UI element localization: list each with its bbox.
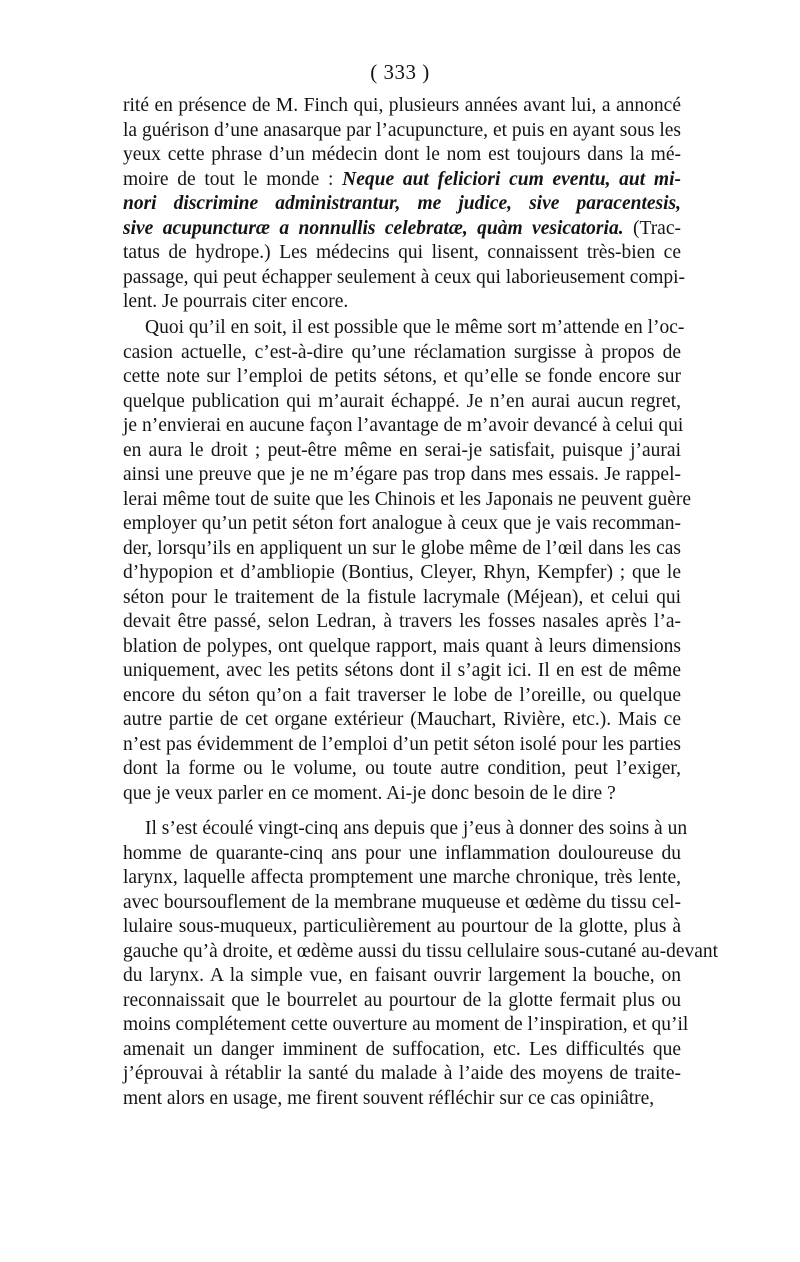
text-line: [123, 842, 681, 867]
text-segment: j’éprouvai à rétablir la santé du malade à l’aide des moyens de traite-: [123, 1063, 681, 1084]
text-segment: homme de quarante-cinq ans pour une inflammation douloureuse du: [123, 842, 681, 864]
text-line: [123, 586, 681, 611]
italic-quote-segment: sive acupuncturæ a nonnullis celebratæ, quàm vesicatoria.: [123, 217, 624, 239]
text-line: [123, 1038, 681, 1063]
text-line: [123, 119, 681, 144]
text-segment: yeux cette phrase d’un médecin dont le nom est toujours dans la mé-: [123, 144, 681, 165]
text-segment: ainsi une preuve que je ne m’égare pas trop dans mes essais. Je rappel-: [123, 464, 681, 485]
text-segment: du larynx. A la simple vue, en faisant ouvrir largement la bouche, on: [123, 965, 681, 986]
text-line: [123, 817, 688, 842]
text-segment: que je veux parler en ce moment. Ai-je donc besoin de le dire ?: [123, 782, 616, 804]
text-segment: devait être passé, selon Ledran, à travers les fosses nasales après l’a-: [123, 611, 681, 632]
text-line: [123, 989, 681, 1014]
text-line: [123, 940, 719, 965]
text-segment: Quoi qu’il en soit, il est possible que le même sort m’attende en l’oc-: [145, 317, 685, 338]
text-line: [123, 1013, 689, 1038]
text-line: [123, 316, 685, 341]
text-line: [123, 1087, 681, 1112]
text-line: [123, 659, 681, 684]
text-segment: lent. Je pourrais citer encore.: [123, 291, 349, 312]
text-line: [123, 414, 684, 439]
text-line: [123, 488, 692, 513]
text-line: [123, 684, 681, 709]
text-segment: larynx, laquelle affecta promptement une marche chronique, très lente,: [123, 867, 681, 888]
text-line: [123, 94, 681, 119]
text-line: [123, 635, 681, 660]
text-segment: employer qu’un petit séton fort analogue à ceux que je vais recomman-: [123, 513, 681, 534]
text-line: [123, 439, 681, 464]
text-segment: autre partie de cet organe extérieur (Mauchart, Rivière, etc.). Mais ce: [123, 709, 681, 730]
text-segment: encore du séton qu’on a fait traverser le lobe de l’oreille, ou quelque: [123, 684, 681, 706]
text-line: [123, 241, 681, 266]
text-line: [123, 733, 681, 758]
text-segment: ment alors en usage, me firent souvent réfléchir sur ce cas opiniâtre,: [123, 1087, 655, 1109]
text-line: [123, 168, 681, 193]
text-segment: n’est pas évidemment de l’emploi d’un petit séton isolé pour les parties: [123, 733, 681, 755]
text-segment: amenait un danger imminent de suffocation, etc. Les difficultés que: [123, 1038, 681, 1060]
text-line: [123, 341, 681, 366]
text-segment: je n’envierai en aucune façon l’avantage de m’avoir devancé à celui qui: [123, 415, 684, 436]
page-number: ( 333 ): [370, 60, 430, 84]
text-line: [123, 757, 681, 782]
text-line: [123, 610, 681, 635]
paragraph-2: [123, 316, 692, 806]
text-line: [123, 365, 681, 390]
text-line: [123, 390, 681, 415]
text-line: [123, 192, 681, 217]
text-segment: moire de tout le monde :: [123, 168, 343, 190]
text-line: [123, 1062, 681, 1087]
text-segment: lerai même tout de suite que les Chinois et les Japonais ne peuvent guère: [123, 488, 692, 510]
text-segment: séton pour le traitement de la fistule lacrymale (Méjean), et celui qui: [123, 586, 681, 608]
text-segment: reconnaissait que le bourrelet au pourtour de la glotte fermait plus ou: [123, 989, 681, 1011]
text-segment: der, lorsqu’ils en appliquent un sur le globe même de l’œil dans les cas: [123, 537, 681, 559]
paragraph-3: [123, 817, 719, 1111]
text-line: [123, 512, 681, 537]
text-segment: quelque publication qui m’aurait échappé. Je n’en aurai aucun regret,: [123, 390, 681, 412]
text-line: [123, 217, 681, 242]
text-segment: tatus de hydrope.) Les médecins qui lisent, connaissent très-bien ce: [123, 242, 681, 263]
text-line: [123, 708, 681, 733]
text-line: [123, 266, 686, 291]
text-segment: d’hypopion et d’ambliopie (Bontius, Cleyer, Rhyn, Kempfer) ; que le: [123, 562, 681, 583]
text-line: [123, 537, 681, 562]
italic-quote-segment: nori discrimine administrantur, me judice, sive paracentesis,: [123, 193, 681, 214]
text-line: [123, 782, 681, 807]
text-segment: blation de polypes, ont quelque rapport, mais quant à leurs dimensions: [123, 635, 681, 657]
text-segment: rité en présence de M. Finch qui, plusieurs années avant lui, a annoncé: [123, 95, 681, 116]
text-segment: passage, qui peut échapper seulement à ceux qui laborieusement compi-: [123, 266, 686, 288]
text-line: [123, 866, 681, 891]
text-segment: dont la forme ou le volume, ou toute autre condition, peut l’exiger,: [123, 758, 681, 779]
text-line: [123, 891, 681, 916]
text-line: [123, 143, 681, 168]
text-line: [123, 463, 681, 488]
text-segment: la guérison d’une anasarque par l’acupuncture, et puis en ayant sous les: [123, 119, 681, 141]
text-line: [123, 964, 681, 989]
text-segment: lulaire sous-muqueux, particulièrement au pourtour de la glotte, plus à: [123, 916, 681, 937]
text-segment: (Trac-: [623, 217, 681, 239]
text-segment: Il s’est écoulé vingt-cinq ans depuis que j’eus à donner des soins à un: [145, 818, 688, 839]
text-line: [123, 561, 681, 586]
text-line: [123, 290, 681, 315]
text-segment: casion actuelle, c’est-à-dire qu’une réclamation surgisse à propos de: [123, 341, 681, 363]
text-segment: gauche qu’à droite, et œdème aussi du tissu cellulaire sous-cutané au-devant: [123, 940, 719, 962]
italic-quote-segment: Neque aut feliciori cum eventu, aut mi-: [342, 168, 681, 190]
text-segment: avec boursouflement de la membrane muqueuse et œdème du tissu cel-: [123, 891, 681, 913]
text-segment: uniquement, avec les petits sétons dont il s’agit ici. Il en est de même: [123, 660, 681, 681]
text-segment: en aura le droit ; peut-être même en serai-je satisfait, puisque j’aurai: [123, 439, 681, 461]
text-segment: cette note sur l’emploi de petits sétons, et qu’elle se fonde encore sur: [123, 366, 681, 387]
text-segment: moins complétement cette ouverture au moment de l’inspiration, et qu’il: [123, 1014, 689, 1035]
paragraph-1: [123, 94, 686, 315]
text-line: [123, 915, 681, 940]
